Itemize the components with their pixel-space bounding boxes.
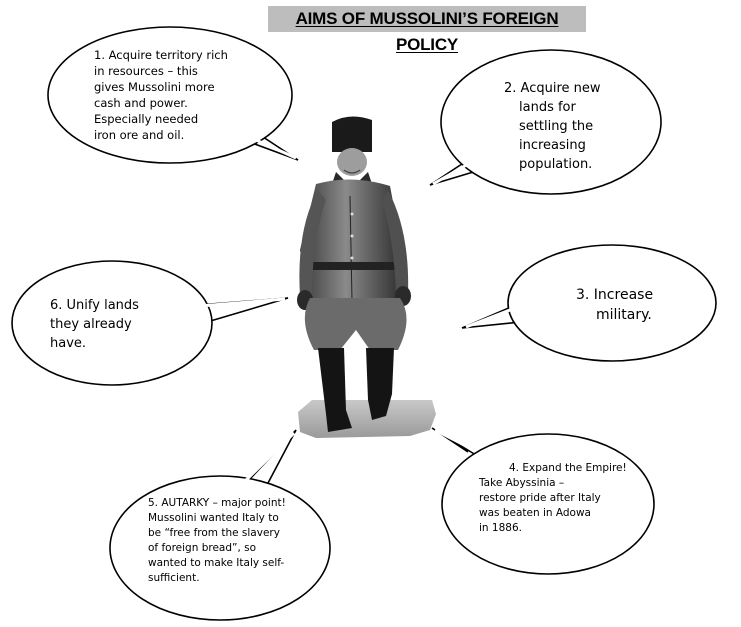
bubble-1-text: [94, 47, 240, 143]
bubble-4-line: in 1886.: [479, 522, 522, 534]
bubble-1-line: 1. Acquire territory rich: [94, 48, 228, 62]
bubble-1-line: gives Mussolini more: [94, 80, 215, 94]
bubble-2-line: lands for: [519, 100, 576, 115]
bubble-3-line: 3. Increase: [576, 287, 654, 303]
bubble-1-line: Especially needed: [94, 112, 199, 126]
bubble-6-line: have.: [50, 336, 87, 351]
bubble-2-line: settling the: [519, 119, 594, 134]
bubble-2-line: 2. Acquire new: [504, 81, 601, 96]
bubble-6-text: [50, 296, 170, 353]
bubble-5-line: of foreign bread”, so: [148, 542, 257, 554]
bubble-5-text: [148, 496, 308, 586]
bubble-5-line: sufficient.: [148, 572, 200, 584]
bubble-4-line: Take Abyssinia –: [479, 477, 565, 489]
mussolini-figure: [297, 116, 436, 438]
bubble-6-line: they already: [50, 317, 132, 332]
bubble-4-line: restore pride after Italy: [479, 492, 601, 504]
bubble-3-line: military.: [596, 307, 652, 323]
bubble-1-line: iron ore and oil.: [94, 128, 185, 142]
bubble-3-text: [576, 285, 686, 325]
bubble-5-line: wanted to make Italy self-: [148, 557, 285, 569]
bubble-5-line: be “free from the slavery: [148, 527, 280, 539]
page-title: AIMS OF MUSSOLINI’S FOREIGN POLICY: [268, 6, 586, 32]
bubble-5-line: Mussolini wanted Italy to: [148, 512, 279, 524]
bubble-6-line: 6. Unify lands: [50, 298, 139, 313]
bubble-5-line: 5. AUTARKY – major point!: [148, 497, 286, 509]
bubble-4-line: 4. Expand the Empire!: [509, 462, 627, 474]
bubble-4-text: [479, 461, 629, 536]
bubble-4-line: was beaten in Adowa: [479, 507, 591, 519]
bubble-1-line: in resources – this: [94, 64, 198, 78]
bubble-2-line: population.: [519, 157, 593, 172]
bubble-2-text: [504, 79, 614, 174]
bubble-1-line: cash and power.: [94, 96, 188, 110]
bubble-2-line: increasing: [519, 138, 586, 153]
